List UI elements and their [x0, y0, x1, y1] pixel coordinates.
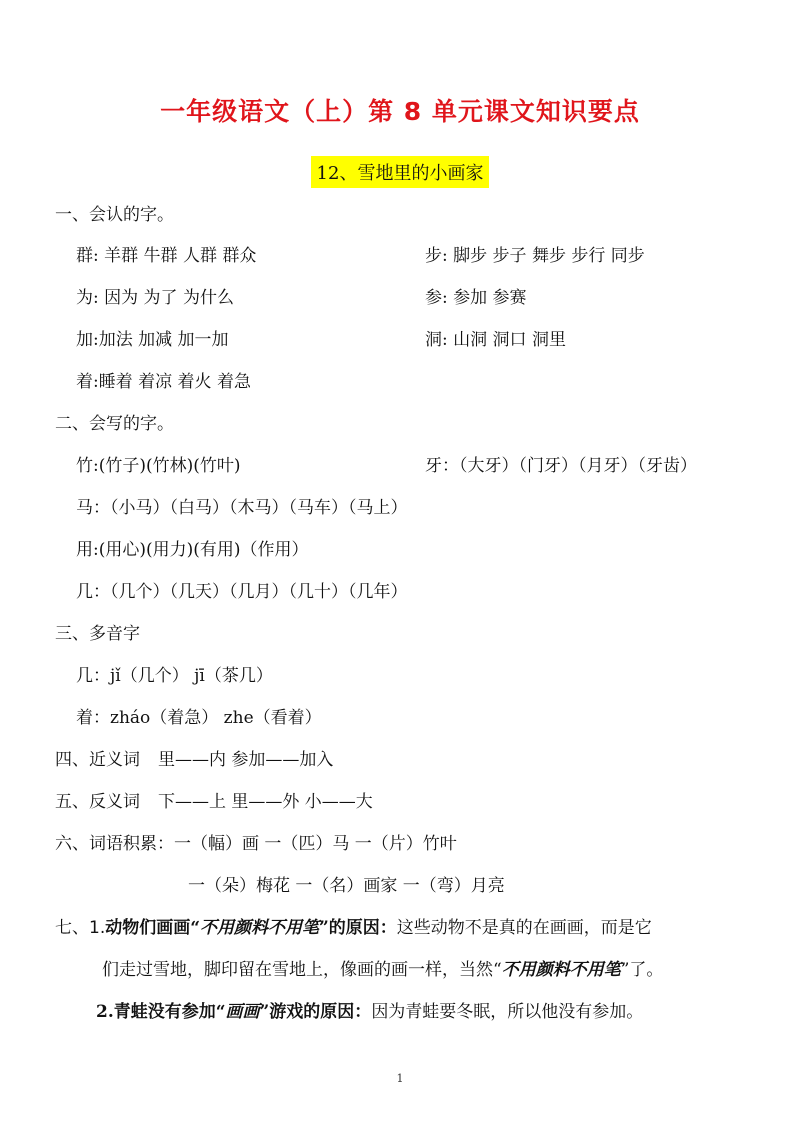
section-5: 五、反义词 下——上 里——外 小——大 — [55, 792, 373, 812]
section-4: 四、近义词 里——内 参加——加入 — [55, 750, 334, 770]
lesson-title-wrap — [0, 156, 800, 188]
sec3-row2: 着：zháo（着急） zhe（看着） — [76, 708, 322, 728]
sec3-row1: 几：jǐ（几个） jī（茶几） — [76, 666, 273, 686]
sec2-row2: 马：（小马）（白马）（木马）（马车）（马上） — [76, 498, 408, 518]
section-7-q1: 七、1.动物们画画“不用颜料不用笔”的原因：这些动物不是真的在画画，而是它 — [55, 918, 652, 938]
sec1-row2-left: 为: 因为 为了 为什么 — [76, 288, 234, 308]
section-6-line-1: 六、词语积累：一（幅）画 一（匹）马 一（片）竹叶 — [55, 834, 457, 854]
section-7-a1-cont: 们走过雪地，脚印留在雪地上，像画的画一样，当然“不用颜料不用笔”了。 — [102, 960, 664, 980]
sec1-row3-left: 加:加法 加减 加一加 — [76, 330, 229, 350]
page-number: 1 — [396, 1072, 404, 1085]
sec2-row1-left: 竹:(竹子)(竹林)(竹叶) — [76, 456, 241, 476]
sec2-row1-right: 牙：（大牙）（门牙）（月牙）（牙齿） — [425, 456, 697, 476]
section-7-q2: 2.青蛙没有参加“画画”游戏的原因：因为青蛙要冬眠，所以他没有参加。 — [96, 1002, 644, 1022]
section-3-heading: 三、多音字 — [55, 624, 140, 644]
sec1-row1-right: 步: 脚步 步子 舞步 步行 同步 — [425, 246, 645, 266]
sec1-row3-right: 洞: 山洞 洞口 洞里 — [425, 330, 566, 350]
sec2-row4: 几：（几个）（几天）（几月）（几十）（几年） — [76, 582, 408, 602]
section-1-heading: 一、会认的字。 — [55, 205, 174, 225]
section-6-line-2: 一（朵）梅花 一（名）画家 一（弯）月亮 — [188, 876, 505, 896]
lesson-title: 12、雪地里的小画家 — [311, 156, 490, 188]
sec1-row2-right: 参: 参加 参赛 — [425, 288, 527, 308]
sec1-row1-left: 群: 羊群 牛群 人群 群众 — [76, 246, 257, 266]
section-2-heading: 二、会写的字。 — [55, 414, 174, 434]
sec1-row4-left: 着:睡着 着凉 着火 着急 — [76, 372, 251, 392]
document-title: 一年级语文（上）第 8 单元课文知识要点 — [160, 97, 640, 126]
sec2-row3: 用:(用心)(用力)(有用)（作用） — [76, 540, 309, 560]
